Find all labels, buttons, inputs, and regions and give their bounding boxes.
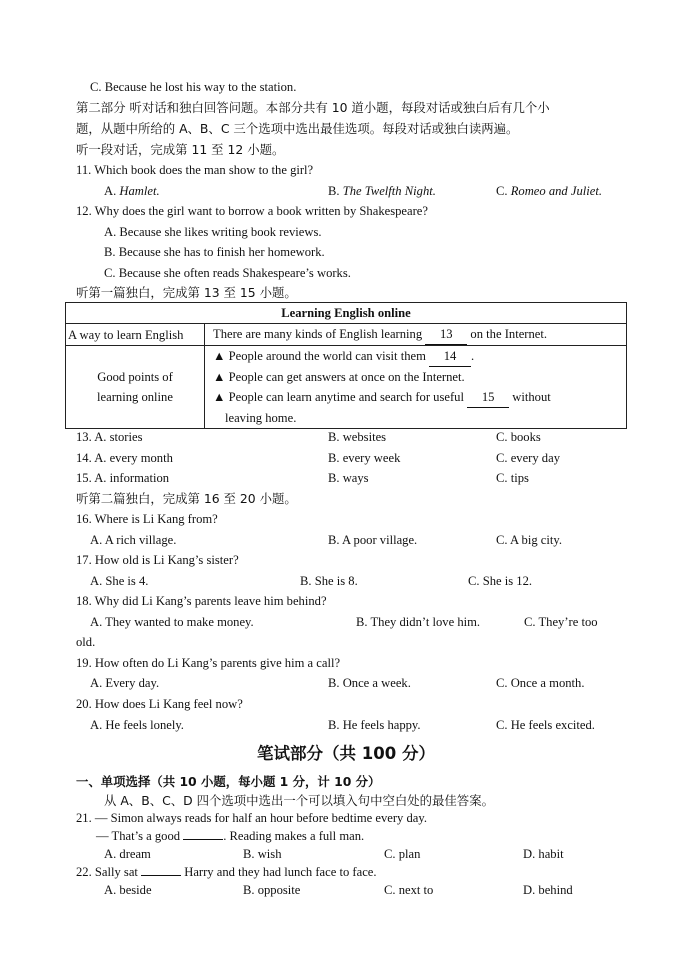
- q21-line2: — That’s a good . Reading makes a full man.: [96, 829, 365, 843]
- q12-option-b: B. Because she has to finish her homework.: [104, 245, 325, 259]
- part2-intro-line1: 第二部分 听对话和独白回答问题。本部分共有 10 道小题，每段对话或独白后有几个小: [76, 100, 550, 115]
- q18-option-a: A. They wanted to make money.: [90, 615, 254, 629]
- learning-english-table: [65, 302, 627, 429]
- q17-option-a: A. She is 4.: [90, 574, 149, 588]
- q16-stem: 16. Where is Li Kang from?: [76, 512, 218, 526]
- q11-option-a: A. Hamlet.: [104, 184, 160, 198]
- blank-15: 15: [467, 387, 509, 408]
- monologue1-intro: 听第一篇独白，完成第 13 至 15 小题。: [76, 285, 297, 300]
- q12-stem: 12. Why does the girl want to borrow a book written by Shakespeare?: [76, 204, 428, 218]
- q15-option-a: 15. A. information: [76, 471, 170, 485]
- monologue2-intro: 听第二篇独白，完成第 16 至 20 小题。: [76, 491, 297, 506]
- triangle-icon: ▲: [213, 349, 226, 363]
- q20-stem: 20. How does Li Kang feel now?: [76, 697, 243, 711]
- table-title: Learning English online: [66, 303, 627, 324]
- part2-intro-line2: 题，从题中所给的 A、B、C 三个选项中选出最佳选项。每段对话或独白读两遍。: [76, 121, 519, 136]
- q21-option-a: A. dream: [104, 847, 151, 861]
- q13-option-b: B. websites: [328, 430, 387, 444]
- q21-option-c: C. plan: [384, 847, 421, 861]
- q11-stem: 11. Which book does the man show to the girl?: [76, 163, 314, 177]
- table-row1-text: There are many kinds of English learning 13 on the Internet.: [205, 324, 627, 346]
- q13-option-c: C. books: [496, 430, 541, 444]
- section-1-heading: 一、单项选择（共 10 小题，每小题 1 分，计 10 分）: [76, 774, 381, 789]
- q21-option-d: D. habit: [523, 847, 564, 861]
- q14-option-c: C. every day: [496, 451, 560, 465]
- q20-option-a: A. He feels lonely.: [90, 718, 184, 732]
- q19-option-c: C. Once a month.: [496, 676, 585, 690]
- triangle-icon: ▲: [213, 390, 226, 404]
- blank-21: [183, 839, 223, 840]
- q16-option-b: B. A poor village.: [328, 533, 418, 547]
- q22-option-a: A. beside: [104, 883, 152, 897]
- table-row2-points: [205, 346, 627, 429]
- q21-line1: 21. — Simon always reads for half an hour before bedtime every day.: [76, 811, 427, 825]
- q22-option-b: B. opposite: [243, 883, 301, 897]
- table-row1-label: A way to learn English: [66, 324, 205, 346]
- written-part-heading: 笔试部分（共 100 分）: [257, 744, 435, 763]
- section-1-instruction: 从 A、B、C、D 四个选项中选出一个可以填入句中空白处的最佳答案。: [104, 793, 494, 808]
- blank-22: [141, 875, 181, 876]
- q11-option-c: C. Romeo and Juliet.: [496, 184, 602, 198]
- q12-option-a: A. Because she likes writing book reviews.: [104, 225, 322, 239]
- q20-option-b: B. He feels happy.: [328, 718, 421, 732]
- q22-option-c: C. next to: [384, 883, 434, 897]
- q12-option-c: C. Because she often reads Shakespeare’s works.: [104, 266, 351, 280]
- q18-option-c-cont: old.: [76, 635, 96, 649]
- q17-stem: 17. How old is Li Kang’s sister?: [76, 553, 239, 567]
- triangle-icon: ▲: [213, 370, 226, 384]
- blank-13: 13: [425, 324, 467, 345]
- q19-stem: 19. How often do Li Kang’s parents give him a call?: [76, 656, 341, 670]
- q18-option-c: C. They’re too: [524, 615, 598, 629]
- point-2: ▲ People can get answers at once on the Internet.: [213, 370, 465, 384]
- blank-14: 14: [429, 346, 471, 367]
- point-3-cont: leaving home.: [225, 411, 297, 425]
- point-1: ▲ People around the world can visit them 14 .: [213, 346, 624, 367]
- q22-stem: 22. Sally sat Harry and they had lunch face to face.: [76, 865, 377, 879]
- q20-option-c: C. He feels excited.: [496, 718, 595, 732]
- q11-option-b: B. The Twelfth Night.: [328, 184, 436, 198]
- q14-option-b: B. every week: [328, 451, 401, 465]
- table-row2-label: Good points of learning online: [66, 346, 205, 429]
- point-3: ▲ People can learn anytime and search for useful 15 without: [213, 387, 624, 408]
- q18-option-b: B. They didn’t love him.: [356, 615, 481, 629]
- q19-option-b: B. Once a week.: [328, 676, 411, 690]
- q18-stem: 18. Why did Li Kang’s parents leave him behind?: [76, 594, 327, 608]
- q21-option-b: B. wish: [243, 847, 282, 861]
- q16-option-c: C. A big city.: [496, 533, 563, 547]
- q16-option-a: A. A rich village.: [90, 533, 177, 547]
- q14-option-a: 14. A. every month: [76, 451, 173, 465]
- q17-option-b: B. She is 8.: [300, 574, 358, 588]
- q15-option-b: B. ways: [328, 471, 369, 485]
- q10-option-c: C. Because he lost his way to the station.: [90, 80, 297, 94]
- q19-option-a: A. Every day.: [90, 676, 160, 690]
- dialogue-intro: 听一段对话，完成第 11 至 12 小题。: [76, 142, 285, 157]
- q22-option-d: D. behind: [523, 883, 573, 897]
- q17-option-c: C. She is 12.: [468, 574, 533, 588]
- q13-option-a: 13. A. stories: [76, 430, 143, 444]
- q15-option-c: C. tips: [496, 471, 529, 485]
